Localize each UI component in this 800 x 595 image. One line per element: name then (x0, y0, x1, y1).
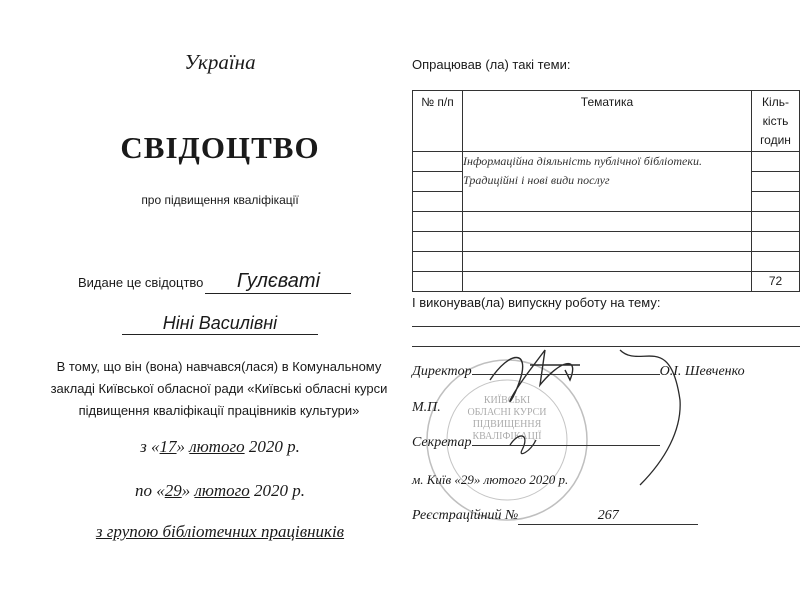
secretary-line (412, 435, 660, 451)
training-statement: В тому, що він (вона) навчався(лася) в Комунальному закладі Київської обласної ради «Київські обласні курси підвищення кваліфікації працівників культури» (50, 359, 388, 418)
row-number (413, 252, 463, 272)
table-row (413, 232, 800, 252)
date-from (60, 437, 380, 457)
recipient-given-name: Ніні Василівні (122, 313, 318, 335)
svg-text:ОБЛАСНІ КУРСИ: ОБЛАСНІ КУРСИ (467, 407, 547, 418)
row-number (413, 192, 463, 212)
secretary-label: Секретар (412, 435, 472, 450)
date-to (60, 481, 380, 501)
topics-label: Опрацював (ла) такі теми: (412, 57, 571, 72)
row-hours (752, 232, 800, 252)
registration-number: 267 (518, 508, 698, 525)
table-header-row (413, 91, 800, 152)
svg-text:КВАЛІФІКАЦІЇ: КВАЛІФІКАЦІЇ (472, 431, 542, 442)
director-label: Директор (412, 364, 472, 379)
row-number (413, 232, 463, 252)
svg-text:ПІДВИЩЕННЯ: ПІДВИЩЕННЯ (472, 419, 542, 430)
date-from-year: 2020 р. (244, 437, 300, 456)
row-number (413, 172, 463, 192)
table-row (413, 212, 800, 232)
table-row (413, 252, 800, 272)
date-from-mid: » (176, 437, 190, 456)
date-to-mid: » (181, 481, 195, 500)
topics-table (412, 90, 800, 292)
director-signature (470, 340, 690, 490)
mp-label: М.П. (412, 400, 441, 415)
issued-label: Видане це свідоцтво (78, 275, 204, 290)
date-from-month: лютого (189, 437, 245, 456)
row-number (413, 272, 463, 292)
row-number (413, 212, 463, 232)
row-hours (752, 172, 800, 192)
row-topic (463, 212, 752, 232)
svg-text:КИЇВСЬКІ: КИЇВСЬКІ (483, 395, 531, 406)
date-to-prefix: по « (134, 481, 165, 500)
date-to-day: 29 (164, 481, 182, 500)
row-hours (752, 252, 800, 272)
date-to-month: лютого (194, 481, 250, 500)
group-statement: з групою бібліотечних працівників (95, 522, 345, 541)
total-hours: 72 (752, 272, 800, 292)
row-hours (752, 192, 800, 212)
header-topic: Тематика (463, 91, 752, 152)
table-total-row (413, 272, 800, 292)
registration-label: Реєстраційний № (412, 508, 519, 523)
row-hours (752, 212, 800, 232)
thesis-line-1 (412, 326, 800, 327)
header-hours: Кіль-кість годин (752, 91, 800, 152)
row-topic (463, 252, 752, 272)
place-date: м. Київ «29» лютого 2020 р. (412, 472, 569, 487)
document-title: СВІДОЦТВО (120, 130, 320, 165)
registration-line (412, 508, 698, 525)
document-subtitle: про підвищення кваліфікації (141, 193, 299, 207)
row-topic (463, 272, 752, 292)
issued-to-line (78, 270, 351, 294)
secretary-signature-line (472, 445, 660, 446)
country-name: Україна (184, 50, 256, 74)
director-line (412, 364, 745, 380)
row-topic (463, 232, 752, 252)
director-signature-line (472, 374, 660, 375)
row-hours (752, 152, 800, 172)
thesis-label: І виконував(ла) випускну роботу на тему: (412, 295, 661, 310)
director-name: О.І. Шевченко (659, 364, 745, 379)
recipient-surname: Гулєваті (205, 270, 351, 294)
date-from-prefix: з « (140, 437, 160, 456)
topic-cell: Інформаційна діяльність публічної бібліотеки. Традиційні і нові види послуг (463, 152, 752, 212)
table-row (413, 152, 800, 172)
header-number: № п/п (413, 91, 463, 152)
date-to-year: 2020 р. (249, 481, 306, 500)
date-from-day: 17 (159, 437, 177, 456)
row-number (413, 152, 463, 172)
